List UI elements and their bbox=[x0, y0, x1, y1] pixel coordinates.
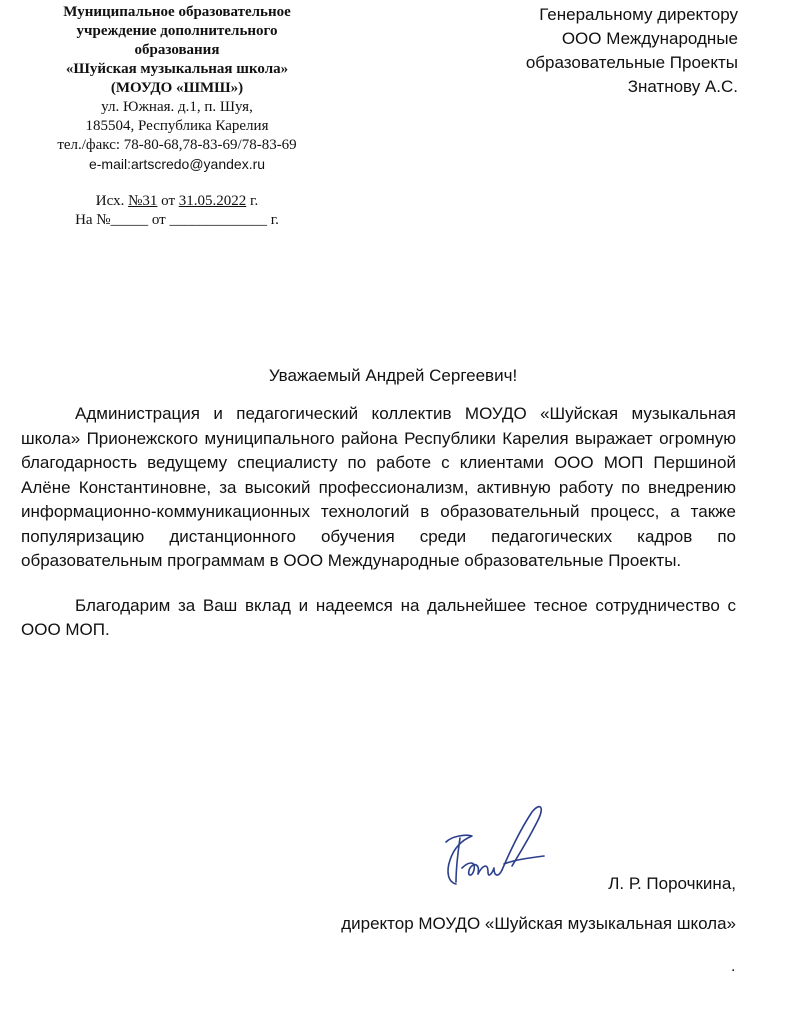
sender-phone: тел./факс: 78-80-68,78-83-69/78-83-69 bbox=[57, 137, 297, 153]
ref-out-prefix: Исх. bbox=[95, 193, 125, 209]
incoming-reference: На №_____ от _____________ г. bbox=[75, 212, 279, 228]
recipient-line: образовательные Проекты bbox=[525, 53, 738, 72]
ref-out-from: от bbox=[161, 193, 175, 209]
handwritten-signature bbox=[432, 790, 552, 900]
greeting: Уважаемый Андрей Сергеевич! bbox=[268, 366, 518, 385]
recipient-name: Знатнову А.С. bbox=[627, 77, 738, 96]
body-paragraph: Благодарим за Ваш вклад и надеемся на дальнейшее тесное сотрудничество с ООО МОП. bbox=[21, 595, 736, 639]
sender-address-line: ул. Южная. д.1, п. Шуя, bbox=[101, 99, 253, 115]
ref-out-suffix: г. bbox=[250, 193, 259, 209]
sender-block bbox=[22, 3, 332, 230]
body-paragraph: Администрация и педагогический коллектив МОУДО «Шуйская музыкальная школа» Прионежского муниципального района Республики Карелия выражает огромную благодарность ведущему специалисту по работе с клиентами ООО МОП Першиной Алёне Константиновне, за высокий профессионализм, активную работу по внедрению информационно-коммуникационных технологий в образовательный процесс, а также популяризацию дистанционного обучения среди педагогических кадров по образовательным программам в ООО Международные образовательные Проекты. bbox=[21, 404, 736, 570]
signer-title: директор МОУДО «Шуйская музыкальная школа» bbox=[341, 914, 736, 933]
sender-org-line: учреждение дополнительного bbox=[76, 23, 278, 39]
signer-name: Л. Р. Порочкина, bbox=[608, 874, 736, 893]
recipient-line: ООО Международные bbox=[561, 29, 738, 48]
sender-address-line: 185504, Республика Карелия bbox=[85, 118, 269, 134]
ref-out-number: №31 bbox=[128, 193, 158, 209]
reference-block bbox=[22, 192, 332, 230]
sender-org-line: образования bbox=[134, 42, 220, 58]
ref-out-date: 31.05.2022 bbox=[178, 193, 247, 209]
sender-email: e-mail:artscredo@yandex.ru bbox=[88, 156, 266, 172]
recipient-block bbox=[438, 3, 738, 99]
trailing-mark: . bbox=[731, 958, 736, 975]
sender-org-line: Муниципальное образовательное bbox=[63, 4, 291, 20]
recipient-line: Генеральному директору bbox=[539, 5, 738, 24]
sender-org-line: «Шуйская музыкальная школа» bbox=[65, 61, 289, 77]
outgoing-reference bbox=[22, 192, 332, 211]
sender-org-abbrev: (МОУДО «ШМШ») bbox=[110, 80, 244, 96]
letter-body bbox=[21, 402, 736, 663]
